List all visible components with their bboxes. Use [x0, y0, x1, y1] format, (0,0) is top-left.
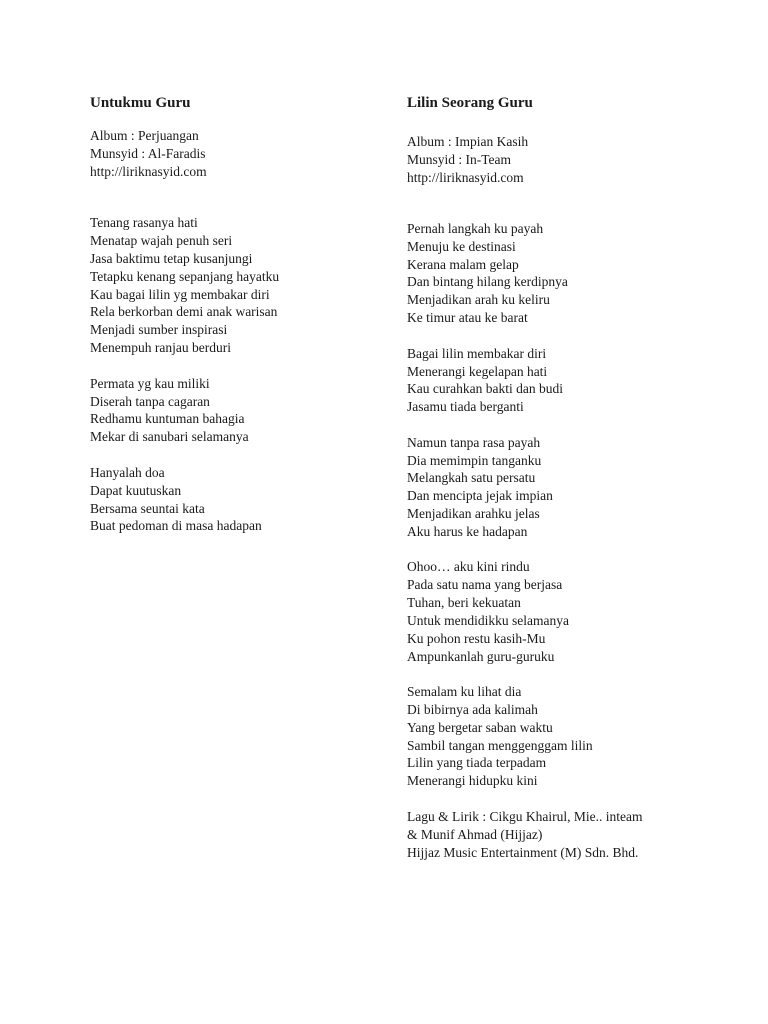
right-song-munsyid: Munsyid : In-Team — [407, 152, 512, 167]
lyric-line: Untuk mendidikku selamanya — [407, 613, 569, 628]
credits-line: Lagu & Lirik : Cikgu Khairul, Mie.. inteam — [407, 809, 643, 824]
right-song-title: Lilin Seorang Guru — [407, 95, 533, 111]
right-song-album: Album : Impian Kasih — [407, 134, 529, 149]
lyric-line: Tetapku kenang sepanjang hayatku — [90, 269, 280, 284]
lyric-line: Permata yg kau miliki — [90, 376, 210, 391]
lyric-line: Namun tanpa rasa payah — [407, 435, 541, 450]
right-song-source: http://liriknasyid.com — [407, 170, 524, 185]
left-song-munsyid: Munsyid : Al-Faradis — [90, 146, 206, 161]
lyric-line: Aku harus ke hadapan — [407, 524, 528, 539]
lyric-line: Tenang rasanya hati — [90, 215, 198, 230]
lyric-line: Pernah langkah ku payah — [407, 221, 544, 236]
lyric-line: Menjadikan arah ku keliru — [407, 292, 550, 307]
lyric-line: Diserah tanpa cagaran — [90, 394, 210, 409]
lyric-line: Redhamu kuntuman bahagia — [90, 411, 245, 426]
lyric-line: Kau curahkan bakti dan budi — [407, 381, 563, 396]
lyric-line: Rela berkorban demi anak warisan — [90, 304, 278, 319]
lyric-line: Dan bintang hilang kerdipnya — [407, 274, 568, 289]
lyric-line: Menerangi hidupku kini — [407, 773, 538, 788]
lyric-line: Ke timur atau ke barat — [407, 310, 528, 325]
lyric-line: Ku pohon restu kasih-Mu — [407, 631, 546, 646]
left-song-source: http://liriknasyid.com — [90, 164, 207, 179]
lyric-line: Yang bergetar saban waktu — [407, 720, 553, 735]
lyric-line: Menjadi sumber inspirasi — [90, 322, 228, 337]
lyric-line: Hanyalah doa — [90, 465, 165, 480]
lyric-line: Semalam ku lihat dia — [407, 684, 522, 699]
lyric-line: Pada satu nama yang berjasa — [407, 577, 563, 592]
credits-line: & Munif Ahmad (Hijjaz) — [407, 827, 543, 842]
lyric-line: Dan mencipta jejak impian — [407, 488, 553, 503]
lyric-line: Tuhan, beri kekuatan — [407, 595, 521, 610]
lyric-line: Kau bagai lilin yg membakar diri — [90, 287, 270, 302]
lyric-line: Dapat kuutuskan — [90, 483, 182, 498]
lyric-line: Menjadikan arahku jelas — [407, 506, 540, 521]
lyric-line: Bersama seuntai kata — [90, 501, 205, 516]
credits-line: Hijjaz Music Entertainment (M) Sdn. Bhd. — [407, 845, 639, 860]
lyric-line: Menerangi kegelapan hati — [407, 364, 548, 379]
lyric-line: Bagai lilin membakar diri — [407, 346, 547, 361]
lyric-line: Kerana malam gelap — [407, 257, 519, 272]
lyric-line: Mekar di sanubari selamanya — [90, 429, 249, 444]
left-song-album: Album : Perjuangan — [90, 128, 199, 143]
lyric-line: Jasamu tiada berganti — [407, 399, 524, 414]
lyric-line: Melangkah satu persatu — [407, 470, 536, 485]
lyric-line: Ampunkanlah guru-guruku — [407, 649, 555, 664]
left-song-title: Untukmu Guru — [90, 95, 191, 111]
lyric-line: Buat pedoman di masa hadapan — [90, 518, 262, 533]
lyric-line: Menempuh ranjau berduri — [90, 340, 231, 355]
lyric-line: Menatap wajah penuh seri — [90, 233, 233, 248]
lyric-line: Sambil tangan menggenggam lilin — [407, 738, 593, 753]
lyric-line: Di bibirnya ada kalimah — [407, 702, 538, 717]
lyric-line: Dia memimpin tanganku — [407, 453, 542, 468]
lyric-line: Ohoo… aku kini rindu — [407, 559, 530, 574]
lyric-line: Lilin yang tiada terpadam — [407, 755, 547, 770]
lyric-line: Jasa baktimu tetap kusanjungi — [90, 251, 253, 266]
lyric-line: Menuju ke destinasi — [407, 239, 516, 254]
